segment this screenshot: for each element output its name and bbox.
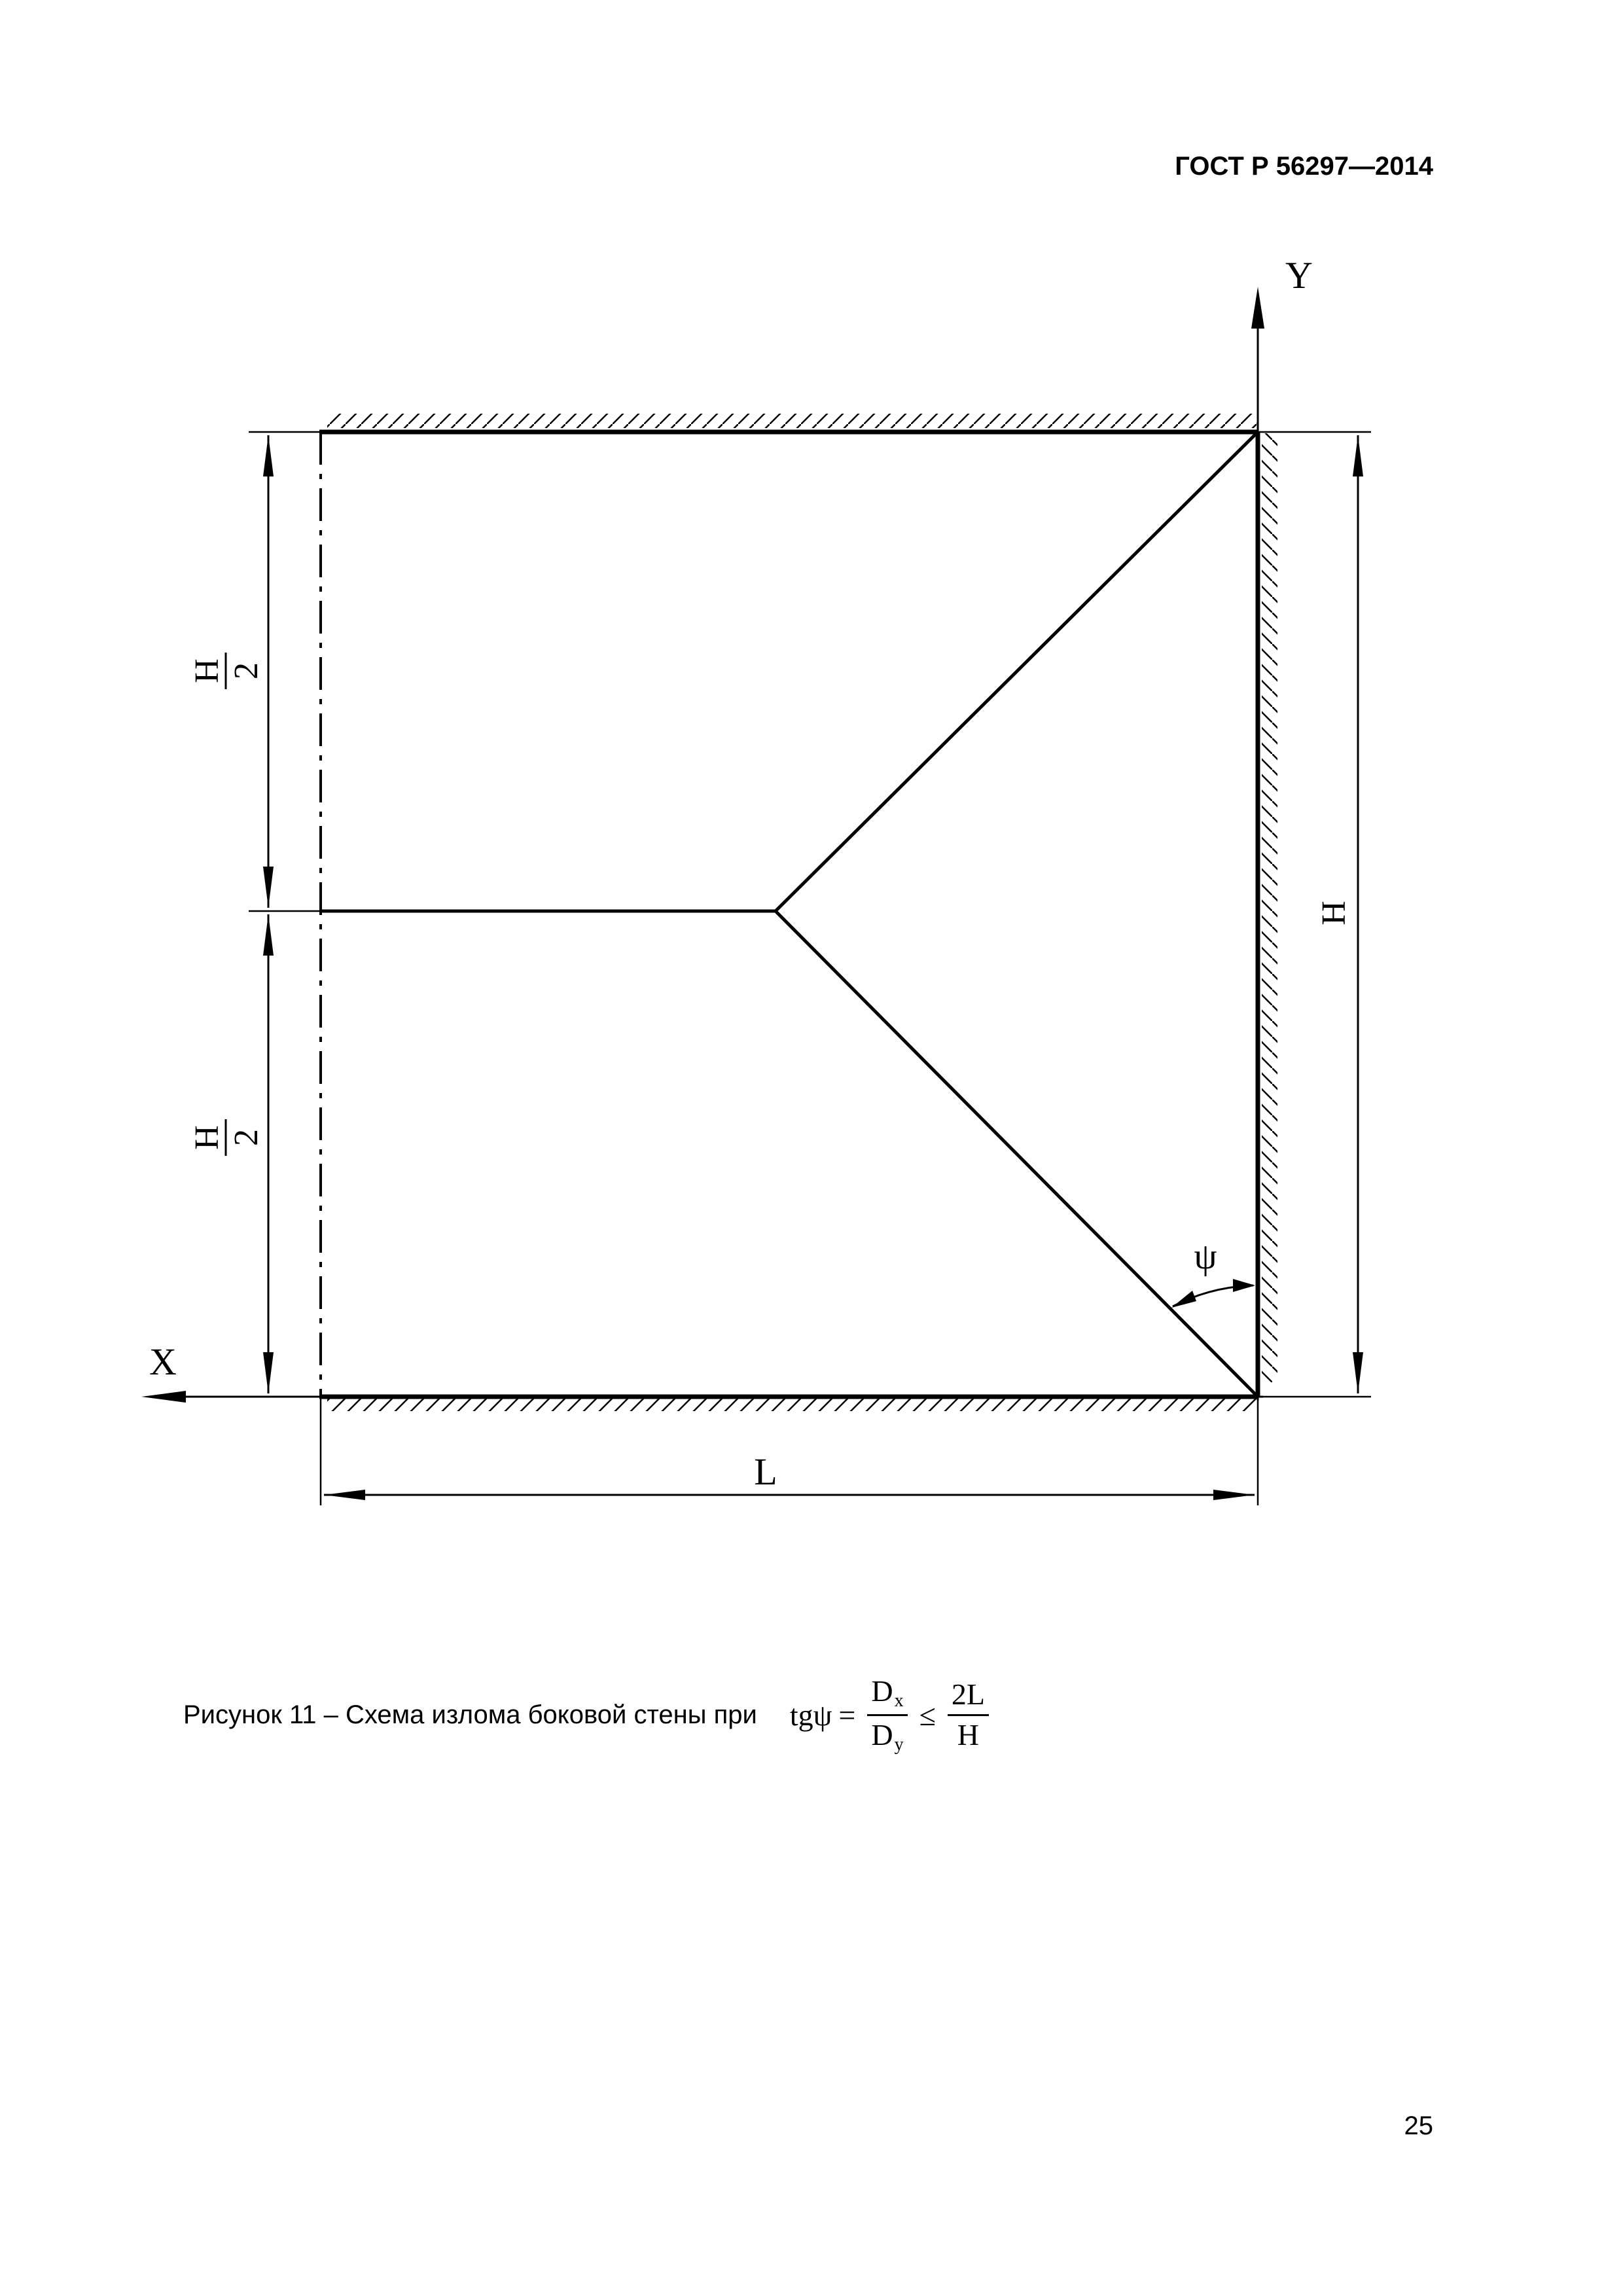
dim-arrow xyxy=(263,914,274,956)
angle-label: ψ xyxy=(1194,1236,1217,1277)
formula-lhs: tgψ xyxy=(789,1698,832,1732)
dim-arrow xyxy=(263,867,274,908)
dim-label-half-bottom-den: 2 xyxy=(228,1129,265,1146)
y-axis-label: Y xyxy=(1285,254,1313,296)
dim-label-half-top-den: 2 xyxy=(228,662,265,679)
dim-arrow xyxy=(263,1352,274,1393)
document-header: ГОСТ Р 56297—2014 xyxy=(1175,152,1433,181)
denominator-subscript: y xyxy=(894,1734,904,1755)
dim-arrow xyxy=(1353,435,1363,476)
fracture-line-upper xyxy=(776,432,1258,911)
y-axis-arrow xyxy=(1251,287,1264,329)
angle-arrow xyxy=(1233,1279,1255,1292)
dim-label-half-bottom xyxy=(188,1119,265,1156)
fracture-line-lower xyxy=(776,911,1258,1397)
figure-caption xyxy=(183,1672,994,1757)
formula-fraction-d xyxy=(867,1675,907,1755)
dim-label-half-bottom-num: H xyxy=(188,1125,226,1150)
angle-arrow xyxy=(1171,1291,1196,1308)
dim-arrow xyxy=(263,435,274,476)
dim-arrow xyxy=(324,1490,365,1500)
numerator-subscript: x xyxy=(894,1690,904,1711)
fraction-numerator xyxy=(867,1675,907,1716)
dim-label-height: H xyxy=(1315,901,1353,925)
dim-label-length: L xyxy=(754,1450,777,1493)
formula-equals: = xyxy=(838,1698,856,1732)
dim-arrow xyxy=(1213,1490,1255,1500)
page-number: 25 xyxy=(1404,2111,1433,2140)
x-axis-label: X xyxy=(149,1340,177,1383)
caption-text: Рисунок 11 – Схема излома боковой стены при xyxy=(183,1700,757,1729)
fraction-numerator-2l: 2L xyxy=(948,1678,989,1716)
denominator-d: D xyxy=(871,1717,893,1751)
top-edge-hatching xyxy=(327,414,1258,428)
fraction-denominator-h: H xyxy=(957,1717,980,1751)
right-edge-hatching xyxy=(1262,433,1277,1382)
formula-fraction-l xyxy=(948,1678,989,1751)
dim-arrow xyxy=(1353,1352,1363,1393)
formula-leq: ≤ xyxy=(919,1698,936,1732)
dim-label-half-top xyxy=(188,653,265,689)
x-axis-arrow xyxy=(141,1391,186,1403)
caption-formula xyxy=(790,1675,994,1755)
numerator-d: D xyxy=(871,1674,893,1708)
fraction-denominator xyxy=(867,1716,907,1755)
dim-label-half-top-num: H xyxy=(188,658,226,683)
